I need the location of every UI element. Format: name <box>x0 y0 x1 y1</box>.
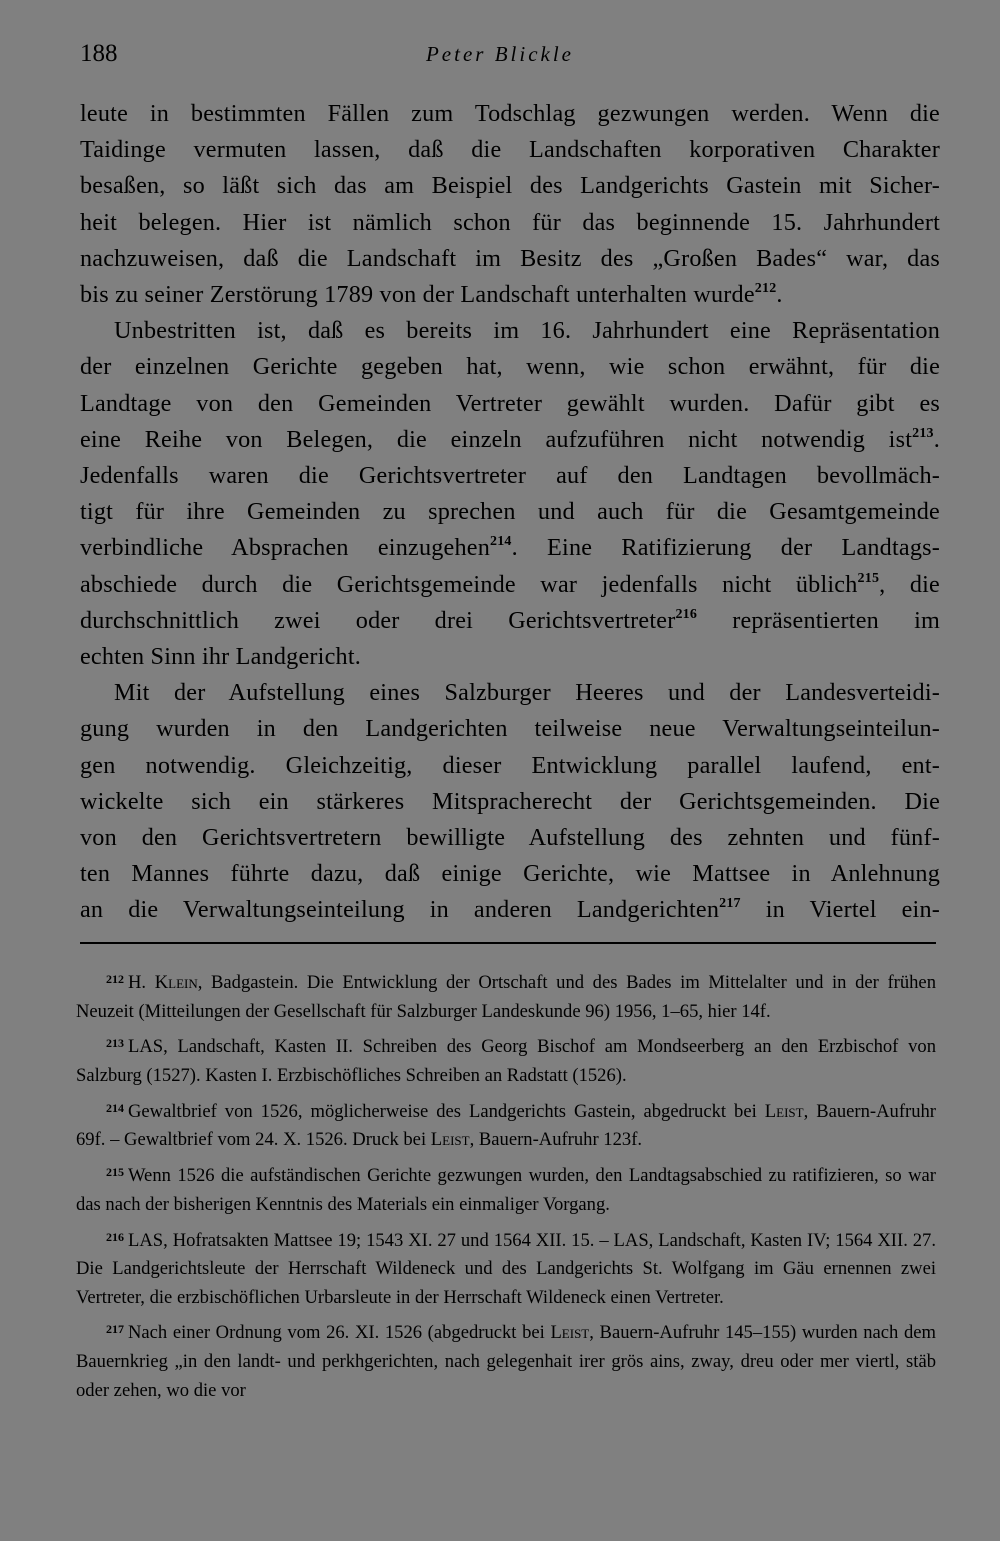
body-text <box>80 96 940 929</box>
body-line <box>80 458 940 494</box>
body-line-text: abschiede durch die Gerichtsgemeinde war jedenfalls nicht üblich <box>80 570 858 598</box>
footnote <box>76 965 936 1026</box>
footnote <box>76 1029 936 1090</box>
body-line-text: Taidinge vermuten lassen, daß die Landschaften korporativen Charakter <box>80 136 940 164</box>
body-line <box>80 711 940 747</box>
body-line-text: heit belegen. Hier ist nämlich schon für das beginnende 15. Jahrhundert <box>80 208 940 236</box>
body-line <box>80 349 940 385</box>
body-line-text: . Eine Ratifizierung der Landtags- <box>511 534 940 562</box>
body-line <box>80 603 940 639</box>
body-line <box>80 675 940 711</box>
body-line <box>80 494 940 530</box>
body-line <box>80 313 940 349</box>
footnote-number: 216 <box>106 1229 124 1244</box>
footnote-text: Gewaltbrief von 1526, möglicherweise des Landgerichts Gastein, abgedruckt bei <box>128 1100 765 1122</box>
footnote-reference[interactable]: 216 <box>675 606 698 622</box>
body-line <box>80 422 940 458</box>
footnote <box>76 1094 936 1155</box>
body-line <box>80 820 940 856</box>
body-line-text: Unbestritten ist, daß es bereits im 16. Jahrhundert eine Repräsentation <box>114 317 940 345</box>
body-line-text: von den Gerichtsvertretern bewilligte Aufstellung des zehnten und fünf- <box>80 824 940 852</box>
body-line <box>80 277 940 313</box>
body-line-text: Landtage von den Gemeinden Vertreter gewählt wurden. Dafür gibt es <box>80 389 940 417</box>
body-line-text: . <box>776 281 783 309</box>
footnote-text: Wenn 1526 die aufständischen Gerichte gezwungen wurden, den Landtagsabschied zu ratifizieren, so war das nach der bisherigen Kenntnis des Materials ein einmaliger Vorgang. <box>76 1165 936 1215</box>
page-number: 188 <box>80 40 118 67</box>
footnote <box>76 1315 936 1405</box>
body-line <box>80 784 940 820</box>
body-line-text: verbindliche Absprachen einzugehen <box>80 534 490 562</box>
body-line <box>80 168 940 204</box>
body-line <box>80 892 940 928</box>
body-line <box>80 96 940 132</box>
author-name: Leist <box>430 1129 470 1151</box>
footnote-text: H. <box>128 972 155 993</box>
footnote-text: Nach einer Ordnung vom 26. XI. 1526 (abgedruckt bei <box>128 1322 551 1344</box>
footnote-reference[interactable]: 212 <box>754 281 777 297</box>
footnotes <box>76 965 936 1408</box>
footnote-text: , Bauern-Aufruhr 145–155) wurden nach dem Bauernkrieg „in den landt- und perkhgerichten, nach gelegenhait irer grös ains, zway, dreu oder mer viertl, stäb oder zehen, wo die vor <box>76 1322 936 1401</box>
body-line <box>80 639 940 675</box>
body-line <box>80 748 940 784</box>
footnote-number: 217 <box>106 1322 124 1337</box>
footnote-number: 215 <box>106 1165 124 1180</box>
footnote-reference[interactable]: 215 <box>857 570 880 586</box>
running-head: Peter Blickle <box>425 42 575 66</box>
body-line-text: nachzuweisen, daß die Landschaft im Besitz des „Großen Bades“ war, das <box>80 244 940 272</box>
body-line-text: besaßen, so läßt sich das am Beispiel des Landgerichts Gastein mit Sicher- <box>80 172 940 200</box>
footnote-separator <box>80 942 936 944</box>
footnote <box>76 1223 936 1313</box>
body-line-text: durchschnittlich zwei oder drei Gerichtsvertreter <box>80 606 676 634</box>
body-line-text: , die <box>879 570 940 598</box>
footnote-number: 214 <box>106 1100 124 1115</box>
body-line <box>80 386 940 422</box>
footnote-text: , Bauern-Aufruhr 123f. <box>469 1129 643 1151</box>
footnote-reference[interactable]: 213 <box>912 425 934 441</box>
body-line-text: repräsentierten im <box>697 606 940 634</box>
body-line-text: eine Reihe von Belegen, die einzeln aufzuführen nicht notwendig ist <box>80 425 913 453</box>
body-line-text: in Viertel ein- <box>740 896 941 924</box>
footnote-number: 212 <box>106 972 124 986</box>
page-header <box>80 40 920 76</box>
body-line-text: Mit der Aufstellung eines Salzburger Heeres und der Landesverteidi- <box>114 679 940 707</box>
footnote-text: , Badgastein. Die Entwicklung der Ortschaft und des Bades im Mittelalter und in der frühen Neuzeit (Mitteilungen der Gesellschaft für Salzburger Landeskunde 96) 1956, 1–65, hier 14f. <box>76 972 936 1022</box>
author-name: Klein <box>154 972 198 993</box>
body-line-text: tigt für ihre Gemeinden zu sprechen und auch für die Gesamtgemeinde <box>80 498 940 526</box>
body-line <box>80 205 940 241</box>
body-line-text: bis zu seiner Zerstörung 1789 von der Landschaft unterhalten wurde <box>80 281 755 309</box>
body-line <box>80 241 940 277</box>
footnote-text: LAS, Landschaft, Kasten II. Schreiben des Georg Bischof am Mondseerberg an den Erzbischof von Salzburg (1527). Kasten I. Erzbischöfliches Schreiben an Radstatt (1526). <box>76 1036 936 1086</box>
body-line-text: Jedenfalls waren die Gerichtsvertreter auf den Landtagen bevollmäch- <box>80 462 940 490</box>
author-name: Leist <box>764 1100 804 1122</box>
body-line <box>80 856 940 892</box>
body-line-text: leute in bestimmten Fällen zum Todschlag gezwungen werden. Wenn die <box>80 100 940 127</box>
body-line-text: wickelte sich ein stärkeres Mitspracherecht der Gerichtsgemeinden. Die <box>80 787 940 815</box>
footnote-reference[interactable]: 217 <box>719 896 741 912</box>
footnote <box>76 1158 936 1219</box>
body-line-text: gen notwendig. Gleichzeitig, dieser Entwicklung parallel laufend, ent- <box>80 751 940 779</box>
footnote-text: LAS, Hofratsakten Mattsee 19; 1543 XI. 27 und 1564 XII. 15. – LAS, Landschaft, Kasten IV; 1564 XII. 27. Die Landgerichtsleute der Herrschaft Wildeneck und des Landgerichts St. Wolfgang im Gäu ernennen zwei Vertreter, die erzbischöflichen Urbarsleute in der Herrschaft Wildeneck einen Vertreter. <box>76 1229 936 1308</box>
footnote-reference[interactable]: 214 <box>490 534 512 550</box>
footnote-number: 213 <box>106 1036 124 1051</box>
body-line <box>80 567 940 603</box>
body-line-text: an die Verwaltungseinteilung in anderen Landgerichten <box>80 896 720 924</box>
body-line <box>80 132 940 168</box>
body-line <box>80 530 940 566</box>
body-line-text: . <box>933 425 940 453</box>
footnote-text: , Bauern-Aufruhr 69f. – Gewaltbrief vom 24. X. 1526. Druck bei <box>76 1100 936 1151</box>
body-line-text: ten Mannes führte dazu, daß einige Gerichte, wie Mattsee in Anlehnung <box>80 860 940 888</box>
author-name: Leist <box>550 1322 590 1344</box>
body-line-text: der einzelnen Gerichte gegeben hat, wenn, wie schon erwähnt, für die <box>80 353 940 381</box>
body-line-text: echten Sinn ihr Landgericht. <box>80 643 361 671</box>
body-line-text: gung wurden in den Landgerichten teilweise neue Verwaltungseinteilun- <box>80 715 940 743</box>
